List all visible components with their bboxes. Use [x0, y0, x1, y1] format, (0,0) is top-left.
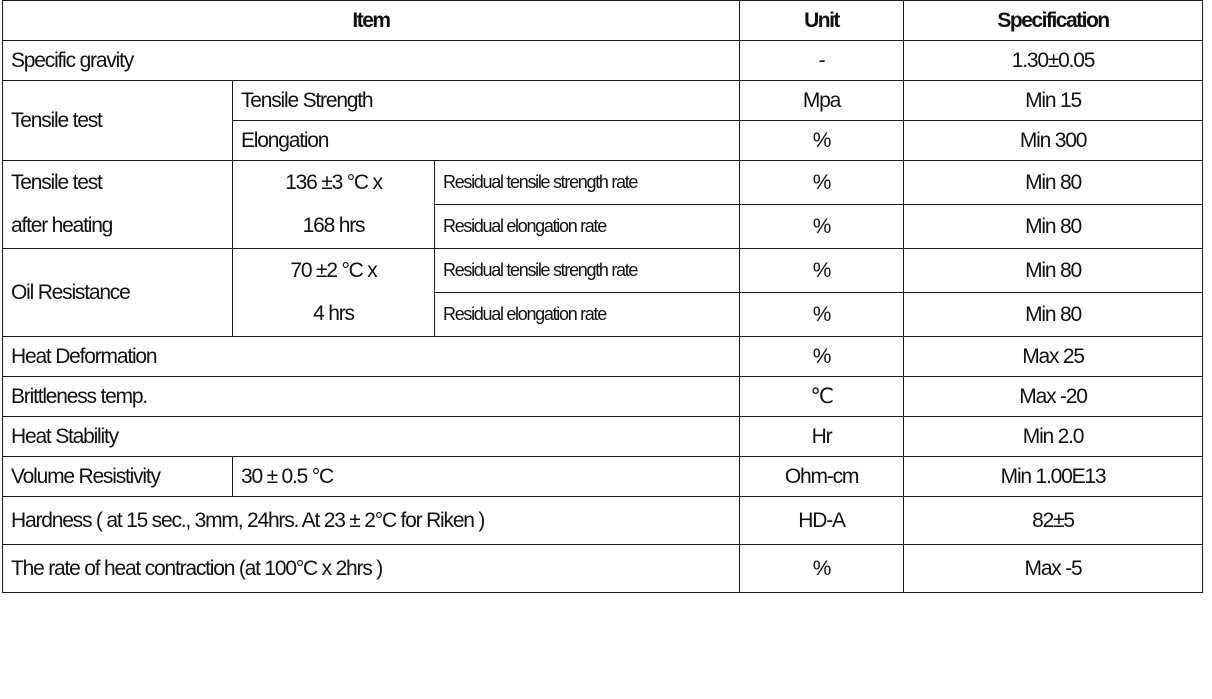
item-cell: The rate of heat contraction (at 100°C x 2hrs ) — [3, 545, 740, 593]
spec-cell: 82±5 — [904, 497, 1203, 545]
unit-cell: Hr — [740, 417, 904, 457]
item-cell: Volume Resistivity — [3, 457, 233, 497]
sub-item-cell: Elongation — [233, 121, 740, 161]
table-row — [3, 337, 1203, 377]
spec-cell: Min 80 — [904, 161, 1203, 205]
table-row — [3, 161, 1203, 205]
spec-cell: Min 80 — [904, 249, 1203, 293]
table-row — [3, 545, 1203, 593]
unit-cell: HD-A — [740, 497, 904, 545]
unit-cell: % — [740, 161, 904, 205]
spec-cell: Min 2.0 — [904, 417, 1203, 457]
sub-item-cell: Residual elongation rate — [435, 293, 740, 337]
item-cell: Heat Stability — [3, 417, 740, 457]
unit-cell: % — [740, 545, 904, 593]
condition-cell: 70 ±2 °C x — [233, 249, 435, 293]
sub-item-cell: Residual tensile strength rate — [435, 161, 740, 205]
item-cell: Oil Resistance — [3, 249, 233, 337]
spec-cell: Min 1.00E13 — [904, 457, 1203, 497]
unit-cell: Ohm-cm — [740, 457, 904, 497]
table-row — [3, 81, 1203, 121]
item-cell: after heating — [3, 205, 233, 249]
specification-table — [2, 0, 1203, 593]
unit-cell: % — [740, 205, 904, 249]
unit-cell: % — [740, 337, 904, 377]
table-row — [3, 497, 1203, 545]
sub-item-cell: Residual tensile strength rate — [435, 249, 740, 293]
sub-item-cell: Tensile Strength — [233, 81, 740, 121]
header-unit: Unit — [740, 1, 904, 41]
item-cell: Specific gravity — [3, 41, 740, 81]
item-cell: Hardness ( at 15 sec., 3mm, 24hrs. At 23 ± 2°C for Riken ) — [3, 497, 740, 545]
spec-cell: Min 80 — [904, 293, 1203, 337]
condition-cell: 30 ± 0.5 °C — [233, 457, 740, 497]
item-cell: Tensile test — [3, 161, 233, 205]
spec-cell: Min 15 — [904, 81, 1203, 121]
unit-cell: % — [740, 249, 904, 293]
table-row — [3, 377, 1203, 417]
spec-cell: Max 25 — [904, 337, 1203, 377]
unit-cell: % — [740, 121, 904, 161]
item-cell: Brittleness temp. — [3, 377, 740, 417]
unit-cell: ℃ — [740, 377, 904, 417]
spec-cell: Min 300 — [904, 121, 1203, 161]
header-row — [3, 1, 1203, 41]
spec-cell: Max -5 — [904, 545, 1203, 593]
table-row — [3, 205, 1203, 249]
unit-cell: - — [740, 41, 904, 81]
item-cell: Tensile test — [3, 81, 233, 161]
header-specification: Specification — [904, 1, 1203, 41]
spec-cell: 1.30±0.05 — [904, 41, 1203, 81]
condition-cell: 168 hrs — [233, 205, 435, 249]
sub-item-cell: Residual elongation rate — [435, 205, 740, 249]
spec-cell: Max -20 — [904, 377, 1203, 417]
spec-cell: Min 80 — [904, 205, 1203, 249]
item-cell: Heat Deformation — [3, 337, 740, 377]
unit-cell: % — [740, 293, 904, 337]
table-row — [3, 41, 1203, 81]
table-row — [3, 417, 1203, 457]
table-row — [3, 457, 1203, 497]
unit-cell: Mpa — [740, 81, 904, 121]
table-row — [3, 249, 1203, 293]
header-item: Item — [3, 1, 740, 41]
condition-cell: 4 hrs — [233, 293, 435, 337]
condition-cell: 136 ±3 °C x — [233, 161, 435, 205]
